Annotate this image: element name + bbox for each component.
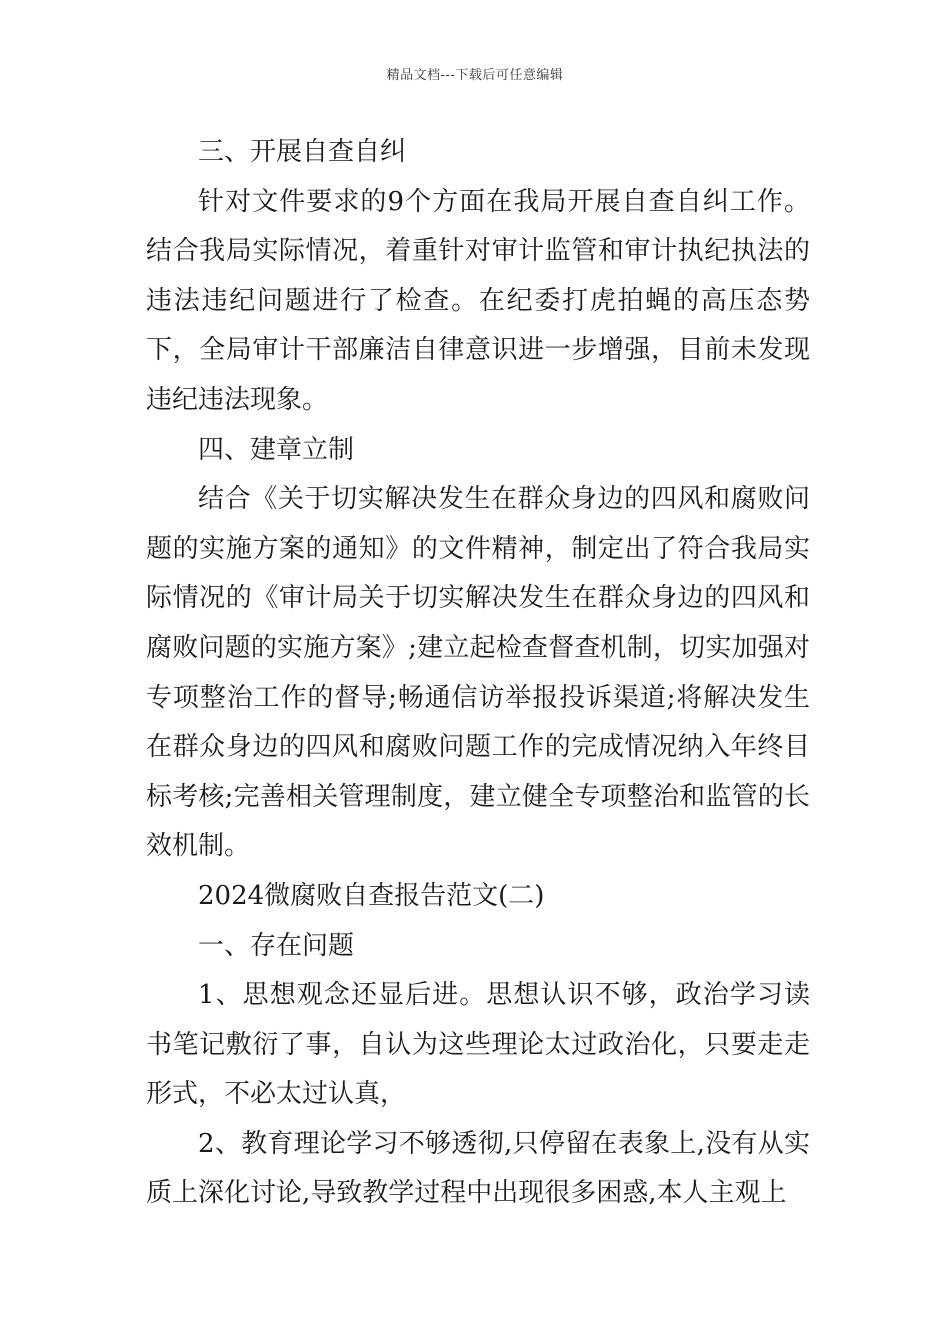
paragraph-item-1: 1、思想观念还显后进。思想认识不够，政治学习读书笔记敷衍了事，自认为这些理论太过政治化，只要走走形式，不必太过认真， — [146, 980, 810, 1110]
paragraph-item-2: 2、教育理论学习不够透彻,只停留在表象上,没有从实质上深化讨论,导致教学过程中出现很多困惑,本人主观上 — [146, 1128, 810, 1209]
section-heading-1: 一、存在问题 — [198, 930, 355, 961]
document-body — [146, 128, 810, 1219]
report-title-2: 2024微腐败自查报告范文(二) — [198, 880, 545, 911]
paragraph-regulations: 结合《关于切实解决发生在群众身边的四风和腐败问题的实施方案的通知》的文件精神，制定出了符合我局实际情况的《审计局关于切实解决发生在群众身边的四风和腐败问题的实施方案》;建立起检查督查机制，切实加强对专项整治工作的督导;畅通信访举报投诉渠道;将解决发生在群众身边的四风和腐败问题工作的完成情况纳入年终目标考核;完善相关管理制度，建立健全专项整治和监管的长效机制。 — [146, 484, 810, 862]
section-heading-4: 四、建章立制 — [198, 434, 355, 465]
section-heading-3: 三、开展自查自纠 — [198, 137, 407, 167]
paragraph-self-check: 针对文件要求的9个方面在我局开展自查自纠工作。结合我局实际情况，着重针对审计监管和审计执纪执法的违法违纪问题进行了检查。在纪委打虎拍蝇的高压态势下，全局审计干部廉洁自律意识进一步增强，目前未发现违纪违法现象。 — [146, 186, 810, 415]
page-header: 精品文档---下载后可任意编辑 — [386, 68, 564, 83]
